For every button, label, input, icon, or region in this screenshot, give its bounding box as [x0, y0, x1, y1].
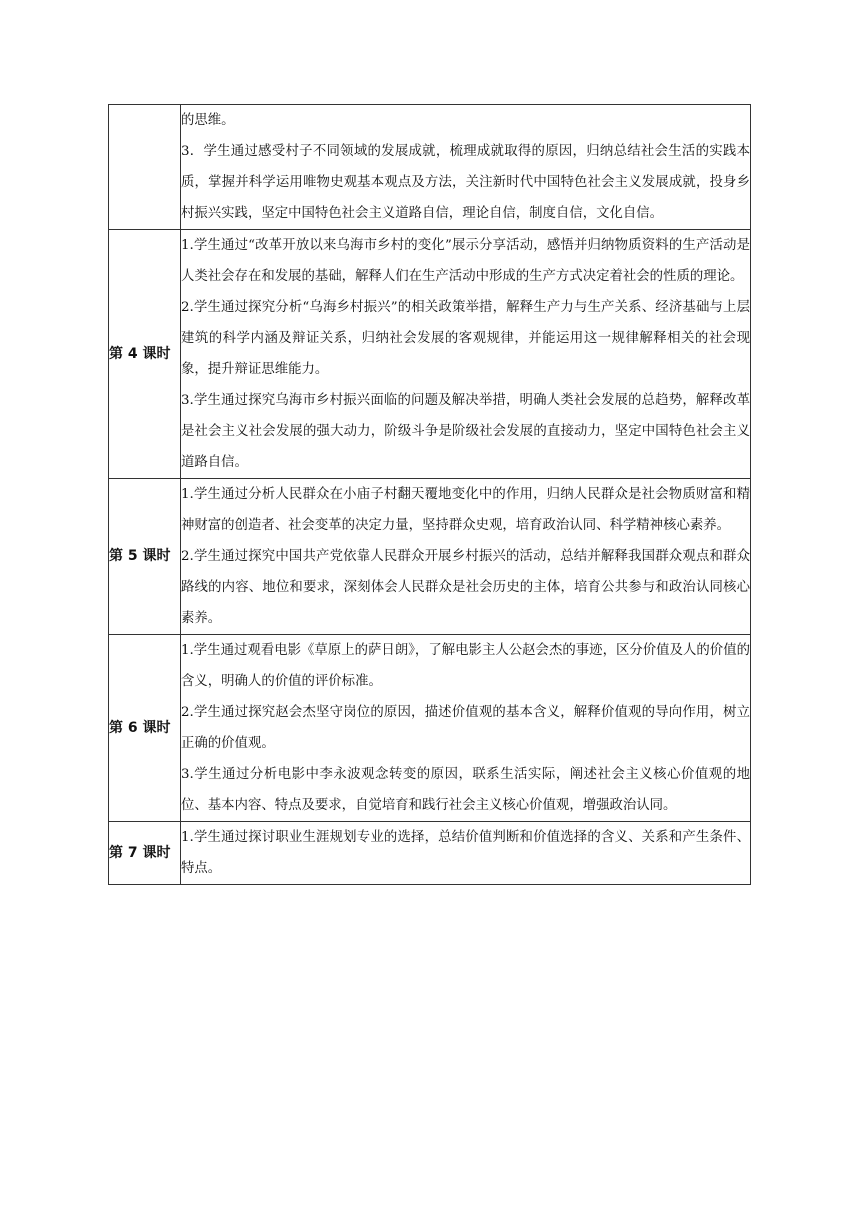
objective-paragraph: 3.学生通过分析电影中李永波观念转变的原因，联系生活实际，阐述社会主义核心价值观的地位、基本内容、特点及要求，自觉培育和践行社会主义核心价值观，增强政治认同。 [181, 767, 750, 813]
objectives-cell [181, 822, 751, 885]
lesson-label: 第 6 课时 [109, 635, 181, 822]
objective-paragraph: 3.学生通过探究乌海市乡村振兴面临的问题及解决举措，明确人类社会发展的总趋势，解释改革是社会主义社会发展的强大动力，阶级斗争是阶级社会发展的直接动力，坚定中国特色社会主义道路自信。 [181, 393, 750, 470]
table-row [109, 479, 751, 635]
objective-paragraph: 1.学生通过“改革开放以来乌海市乡村的变化”展示分享活动，感悟并归纳物质资料的生产活动是人类社会存在和发展的基础，解释人们在生产活动中形成的生产方式决定着社会的性质的理论。 [181, 238, 750, 284]
objective-paragraph: 3．学生通过感受村子不同领域的发展成就，梳理成就取得的原因，归纳总结社会生活的实践本质，掌握并科学运用唯物史观基本观点及方法，关注新时代中国特色社会主义发展成就，投身乡村振兴实践，坚定中国特色社会主义道路自信，理论自信，制度自信，文化自信。 [181, 144, 750, 221]
objective-paragraph: 2.学生通过探究赵会杰坚守岗位的原因，描述价值观的基本含义，解释价值观的导向作用，树立正确的价值观。 [181, 705, 750, 751]
objectives-cell [181, 635, 751, 822]
objective-paragraph: 1.学生通过分析人民群众在小庙子村翻天覆地变化中的作用，归纳人民群众是社会物质财富和精神财富的创造者、社会变革的决定力量，坚持群众史观，培育政治认同、科学精神核心素养。 [181, 487, 750, 533]
objective-paragraph: 2.学生通过探究分析“乌海乡村振兴”的相关政策举措，解释生产力与生产关系、经济基础与上层建筑的科学内涵及辩证关系，归纳社会发展的客观规律，并能运用这一规律解释相关的社会现象，提升辩证思维能力。 [181, 300, 750, 377]
objective-paragraph: 2.学生通过探究中国共产党依靠人民群众开展乡村振兴的活动，总结并解释我国群众观点和群众路线的内容、地位和要求，深刻体会人民群众是社会历史的主体，培育公共参与和政治认同核心素养。 [181, 549, 750, 626]
lesson-objectives-table [108, 104, 751, 885]
objectives-cell [181, 230, 751, 479]
table-row [109, 635, 751, 822]
lesson-label: 第 7 课时 [109, 822, 181, 885]
objective-paragraph: 1.学生通过观看电影《草原上的萨日朗》，了解电影主人公赵会杰的事迹，区分价值及人的价值的含义，明确人的价值的评价标准。 [181, 643, 750, 689]
table-row [109, 822, 751, 885]
table-row [109, 105, 751, 230]
table-row [109, 230, 751, 479]
lesson-label: 第 5 课时 [109, 479, 181, 635]
objectives-cell [181, 105, 751, 230]
objective-paragraph: 的思维。 [181, 113, 235, 128]
objective-paragraph: 1.学生通过探讨职业生涯规划专业的选择，总结价值判断和价值选择的含义、关系和产生条件、特点。 [181, 830, 750, 876]
lesson-label: 第 4 课时 [109, 230, 181, 479]
lesson-label [109, 105, 181, 230]
objectives-cell [181, 479, 751, 635]
